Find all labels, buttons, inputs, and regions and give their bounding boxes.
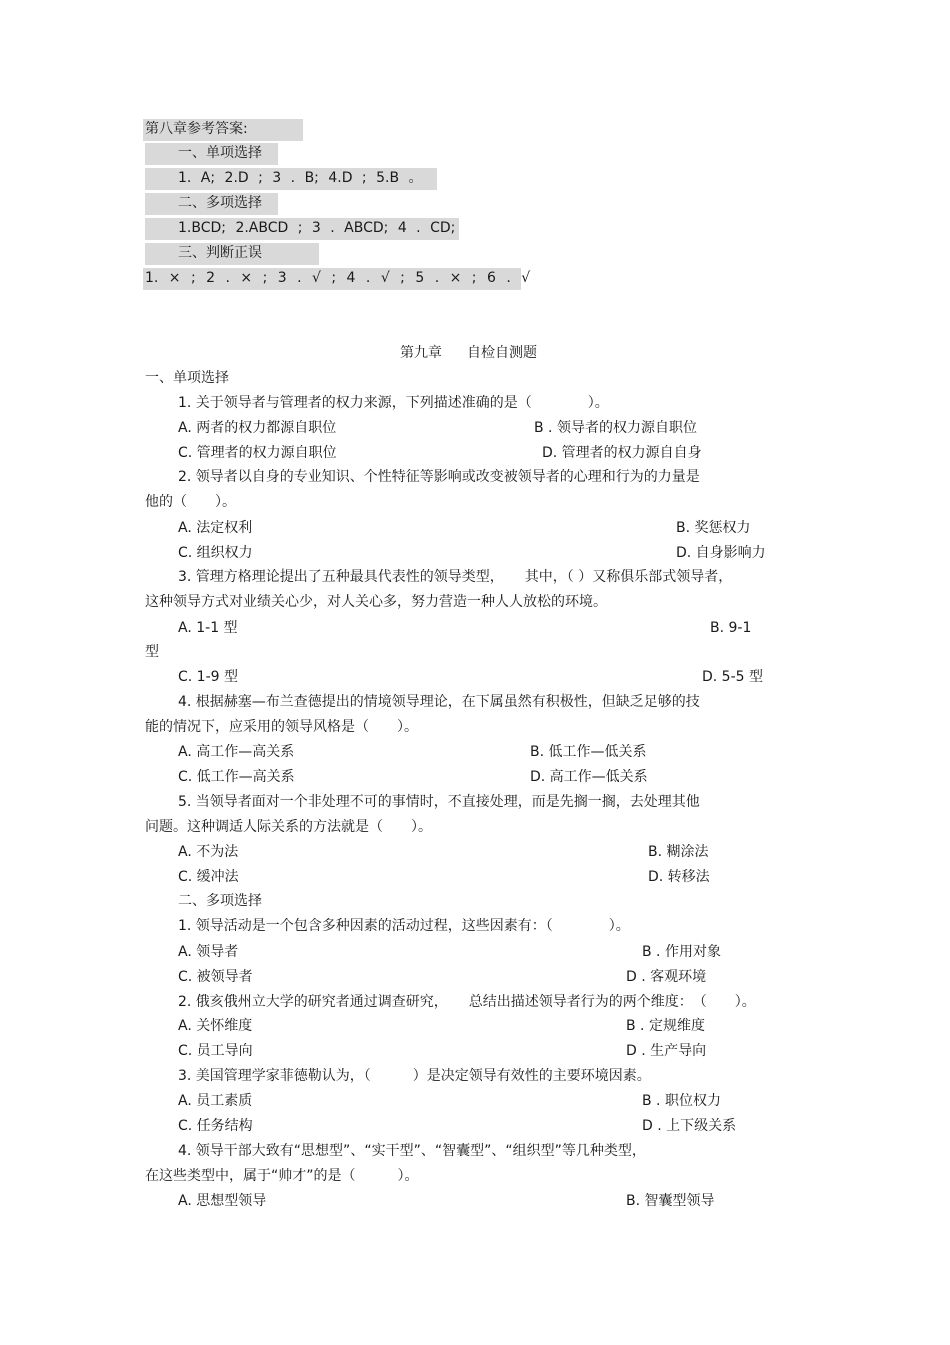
s1-q5-option-d: D. 转移法	[648, 869, 710, 885]
s2-q2-option-d: D . 生产导向	[626, 1043, 707, 1059]
s2-q3-stem: 3. 美国管理学家菲德勒认为，（ ）是决定领导有效性的主要环境因素。	[178, 1068, 651, 1084]
answers-single-heading: 一、单项选择	[178, 145, 262, 161]
answers-multi-values: 1.BCD; 2.ABCD ; 3 . ABCD; 4 . CD;	[178, 220, 456, 236]
s1-q1-option-b: B . 领导者的权力源自职位	[534, 420, 697, 436]
s1-q3-option-b-wrap: 型	[145, 644, 159, 660]
s2-q4-stem-line1: 4. 领导干部大致有“思想型”、“实干型”、“智囊型”、“组织型”等几种类型，	[178, 1143, 646, 1159]
s1-q3-option-c: C. 1-9 型	[178, 669, 238, 685]
s1-q4-option-b: B. 低工作—低关系	[530, 744, 647, 760]
s1-q5-option-a: A. 不为法	[178, 844, 239, 860]
answers-judge-values: 1. × ; 2 . × ; 3 . √ ; 4 . √ ; 5 . × ; 6 . √	[145, 270, 531, 286]
s1-q1-option-c: C. 管理者的权力源自职位	[178, 445, 337, 461]
s2-q3-option-d: D . 上下级关系	[642, 1118, 737, 1134]
s1-q5-stem-line1: 5. 当领导者面对一个非处理不可的事情时，不直接处理，而是先搁一搁，去处理其他	[178, 794, 700, 810]
s2-q4-option-a: A. 思想型领导	[178, 1193, 267, 1209]
answers-single-values: 1. A; 2.D ; 3 . B; 4.D ; 5.B 。	[178, 170, 423, 186]
s1-q4-option-a: A. 高工作—高关系	[178, 744, 295, 760]
s2-q2-option-b: B . 定规维度	[626, 1018, 705, 1034]
s2-q1-option-c: C. 被领导者	[178, 969, 253, 985]
s2-q1-option-d: D . 客观环境	[626, 969, 707, 985]
s2-q1-stem: 1. 领导活动是一个包含多种因素的活动过程，这些因素有：（ ）。	[178, 918, 630, 934]
s1-q3-stem-line1: 3. 管理方格理论提出了五种最具代表性的领导类型， 其中，（ ）又称俱乐部式领导者，	[178, 569, 733, 585]
s1-q1-option-d: D. 管理者的权力源自自身	[542, 445, 702, 461]
s2-q3-option-b: B . 职位权力	[642, 1093, 721, 1109]
chapter-title-number: 第九章	[400, 345, 442, 361]
s1-q5-option-b: B. 糊涂法	[648, 844, 709, 860]
s2-q1-option-a: A. 领导者	[178, 944, 239, 960]
s1-q2-option-c: C. 组织权力	[178, 545, 253, 561]
answers-multi-heading: 二、多项选择	[178, 195, 262, 211]
chapter-title-text: 自检自测题	[467, 345, 537, 361]
s1-q2-stem-line1: 2. 领导者以自身的专业知识、个性特征等影响或改变被领导者的心理和行为的力量是	[178, 469, 700, 485]
s2-q3-option-a: A. 员工素质	[178, 1093, 253, 1109]
s2-q2-option-c: C. 员工导向	[178, 1043, 253, 1059]
section1-heading: 一、单项选择	[145, 370, 229, 386]
s1-q1-stem: 1. 关于领导者与管理者的权力来源，下列描述准确的是（ ）。	[178, 395, 609, 411]
s2-q4-option-b: B. 智囊型领导	[626, 1193, 715, 1209]
s2-q1-option-b: B . 作用对象	[642, 944, 721, 960]
section2-heading: 二、多项选择	[178, 893, 262, 909]
s1-q2-stem-line2: 他的（ ）。	[145, 494, 236, 510]
s1-q2-option-a: A. 法定权利	[178, 520, 253, 536]
answers-judge-heading: 三、判断正误	[178, 245, 262, 261]
s1-q3-stem-line2: 这种领导方式对业绩关心少，对人关心多，努力营造一种人人放松的环境。	[145, 594, 607, 610]
answers-heading: 第八章参考答案:	[145, 121, 248, 137]
s1-q4-stem-line2: 能的情况下，应采用的领导风格是（ ）。	[145, 719, 418, 735]
s1-q4-option-d: D. 高工作—低关系	[530, 769, 648, 785]
s1-q5-option-c: C. 缓冲法	[178, 869, 239, 885]
s1-q3-option-a: A. 1-1 型	[178, 620, 238, 636]
s1-q1-option-a: A. 两者的权力都源自职位	[178, 420, 337, 436]
s2-q2-option-a: A. 关怀维度	[178, 1018, 253, 1034]
s2-q2-stem: 2. 俄亥俄州立大学的研究者通过调查研究， 总结出描述领导者行为的两个维度： （ ）。	[178, 994, 756, 1010]
s1-q4-option-c: C. 低工作—高关系	[178, 769, 295, 785]
s1-q3-option-b: B. 9-1	[710, 620, 752, 636]
s1-q3-option-d: D. 5-5 型	[702, 669, 763, 685]
s1-q2-option-d: D. 自身影响力	[676, 545, 766, 561]
s1-q4-stem-line1: 4. 根据赫塞—布兰查德提出的情境领导理论，在下属虽然有积极性，但缺乏足够的技	[178, 694, 700, 710]
s1-q2-option-b: B. 奖惩权力	[676, 520, 751, 536]
s2-q4-stem-line2: 在这些类型中，属于“帅才”的是（ ）。	[145, 1168, 419, 1184]
s1-q5-stem-line2: 问题。这种调适人际关系的方法就是（ ）。	[145, 819, 432, 835]
s2-q3-option-c: C. 任务结构	[178, 1118, 253, 1134]
